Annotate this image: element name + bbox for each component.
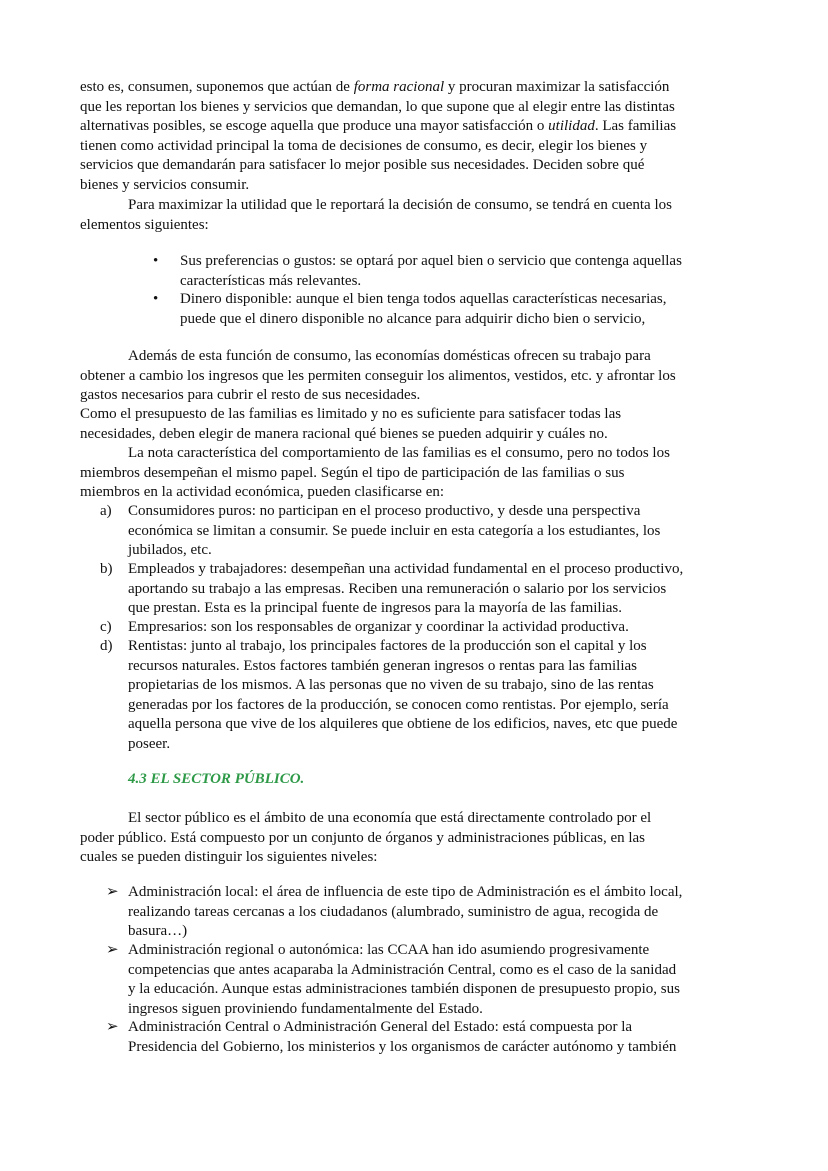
- text-line: [128, 657, 677, 677]
- text-run: características más relevantes.: [180, 272, 362, 289]
- text-run: competencias que antes acaparaba la Administración Central, como es el caso de la sanidad: [128, 961, 677, 978]
- text-run: generadas por los factores de la producción, se conocen como rentistas. Por ejemplo, sería: [128, 696, 669, 713]
- text-line: [128, 735, 677, 755]
- arrow-bullet-icon: ➢: [106, 1019, 119, 1035]
- text-line: [128, 883, 682, 903]
- text-run: cuales se pueden distinguir los siguientes niveles:: [80, 849, 378, 865]
- text-run: Sus preferencias o gustos: se optará por aquel bien o servicio que contenga aquellas: [180, 253, 682, 269]
- text-line: [128, 560, 683, 580]
- text-line: [80, 367, 676, 387]
- text-run: Presidencia del Gobierno, los ministerios y los organismos de carácter autónomo y también: [128, 1038, 677, 1055]
- text-line: [180, 272, 682, 292]
- paragraph-presupuesto: [80, 405, 621, 444]
- bullet-item: [153, 252, 682, 291]
- text-run: Como el presupuesto de las familias es limitado y no es suficiente para satisfacer todas las: [80, 406, 622, 422]
- bullet-icon: •: [153, 291, 159, 307]
- text-run: ingresos siguen proviniendo fundamentalmente del Estado.: [128, 1000, 483, 1017]
- text-run: El sector público es el ámbito de una economía que está directamente controlado por el: [128, 810, 652, 826]
- text-line: [80, 216, 672, 236]
- text-run: . Las familias: [594, 118, 677, 134]
- text-run: miembros en la actividad económica, pueden clasificarse en:: [80, 484, 445, 500]
- text-line: [80, 809, 651, 829]
- text-line: [128, 676, 677, 696]
- lettered-item: [100, 502, 661, 561]
- text-run: que les reportan los bienes y servicios que demandan, lo que supone que al elegir entre las distintas: [80, 98, 675, 115]
- arrow-bullet-icon: ➢: [106, 942, 119, 958]
- text-line: [80, 483, 670, 503]
- text-line: [180, 252, 682, 272]
- text-line: [80, 98, 676, 118]
- text-line: [128, 1000, 680, 1020]
- text-run: realizando tareas cercanas a los ciudadanos (alumbrado, suministro de agua, recogida de: [128, 903, 659, 920]
- text-line: [128, 922, 682, 942]
- list-marker: a): [100, 503, 112, 519]
- text-run: tienen como actividad principal la toma de decisiones de consumo, es decir, elegir los bienes y: [80, 137, 648, 154]
- text-line: [128, 903, 682, 923]
- emphasis-text: utilidad: [548, 118, 595, 134]
- text-run: elementos siguientes:: [80, 216, 209, 233]
- list-marker: b): [100, 561, 113, 577]
- text-run: Consumidores puros: no participan en el proceso productivo, y desde una perspectiva: [128, 503, 641, 519]
- text-run: obtener a cambio los ingresos que les permiten conseguir los alimentos, vestidos, etc. y afrontar los: [80, 367, 676, 384]
- text-run: jubilados, etc.: [128, 542, 212, 558]
- text-run: recursos naturales. Estos factores también generan ingresos o rentas para las familias: [128, 657, 637, 674]
- text-run: basura…): [128, 923, 188, 939]
- text-line: [128, 502, 660, 522]
- text-line: [128, 715, 677, 735]
- text-run: y la educación. Aunque estas administraciones también disponen de presupuesto propio, sus: [128, 981, 680, 997]
- paragraph-sector: [80, 809, 651, 868]
- text-line: [180, 290, 666, 310]
- text-run: poseer.: [128, 735, 171, 752]
- text-line: [128, 980, 680, 1000]
- text-run: puede que el dinero disponible no alcance para adquirir dicho bien o servicio,: [180, 310, 646, 327]
- text-run: necesidades, deben elegir de manera racional qué bienes se pueden adquirir y cuáles no.: [80, 425, 608, 442]
- text-line: [80, 464, 670, 484]
- text-run: Empresarios: son los responsables de organizar y coordinar la actividad productiva.: [128, 619, 629, 635]
- text-run: bienes y servicios consumir.: [80, 176, 250, 193]
- text-line: [128, 618, 629, 638]
- text-line: [128, 696, 677, 716]
- text-line: [80, 347, 676, 367]
- text-run: Para maximizar la utilidad que le reportará la decisión de consumo, se tendrá en cuenta los: [128, 197, 672, 213]
- text-line: [80, 196, 672, 216]
- text-line: [80, 78, 676, 98]
- text-run: miembros desempeñan el mismo papel. Según el tipo de participación de las familias o sus: [80, 464, 625, 481]
- text-run: esto es, consumen, suponemos que actúan de: [80, 79, 354, 95]
- text-run: propietarias de los mismos. A las personas que no viven de su trabajo, sino de las rentas: [128, 677, 654, 693]
- text-run: Además de esta función de consumo, las economías domésticas ofrecen su trabajo para: [128, 348, 651, 364]
- text-run: Administración local: el área de influencia de este tipo de Administración es el ámbito local,: [128, 884, 683, 900]
- text-run: Empleados y trabajadores: desempeñan una actividad fundamental en el proceso productivo,: [128, 561, 684, 577]
- lettered-item: [100, 637, 678, 754]
- text-line: [80, 848, 651, 868]
- paragraph-maximizar: [80, 196, 672, 235]
- paragraph-ademas: [80, 347, 676, 406]
- text-line: [128, 580, 683, 600]
- text-line: [180, 310, 666, 330]
- emphasis-text: forma racional: [353, 79, 445, 95]
- text-run: servicios que demandarán para satisfacer lo mejor posible sus necesidades. Deciden sobre qué: [80, 157, 645, 173]
- bullet-icon: •: [153, 253, 159, 269]
- arrow-item: [106, 883, 683, 942]
- text-run: gastos necesarios para cubrir el resto de sus necesidades.: [80, 387, 421, 403]
- list-marker: c): [100, 619, 112, 635]
- arrow-item: [106, 1018, 677, 1057]
- list-marker: d): [100, 638, 113, 654]
- text-run: aportando su trabajo a las empresas. Reciben una remuneración o salario por los servicios: [128, 580, 667, 597]
- text-run: Administración Central o Administración General del Estado: está compuesta por la: [128, 1019, 633, 1035]
- text-line: [80, 425, 621, 445]
- text-run: alternativas posibles, se escoge aquella que produce una mayor satisfacción o: [80, 118, 549, 134]
- arrow-bullet-icon: ➢: [106, 884, 119, 900]
- text-line: [80, 405, 621, 425]
- bullet-item: [153, 290, 667, 329]
- text-line: [128, 522, 660, 542]
- arrow-item: [106, 941, 680, 1019]
- text-line: [128, 941, 680, 961]
- text-line: [80, 829, 651, 849]
- text-run: aquella persona que vive de los alquileres que obtiene de los edificios, naves, etc que puede: [128, 716, 678, 732]
- text-run: poder público. Está compuesto por un conjunto de órganos y administraciones públicas, en las: [80, 829, 646, 846]
- text-line: [128, 961, 680, 981]
- text-run: Administración regional o autonómica: las CCAA han ido asumiendo progresivamente: [128, 942, 650, 958]
- text-line: [128, 599, 683, 619]
- section-heading: 4.3 EL SECTOR PÚBLICO.: [128, 771, 305, 787]
- text-line: [80, 137, 676, 157]
- text-line: [80, 117, 676, 137]
- text-line: [128, 541, 660, 561]
- text-run: Rentistas: junto al trabajo, los principales factores de la producción son el capital y los: [128, 638, 647, 654]
- lettered-item: [100, 560, 684, 619]
- text-line: [80, 386, 676, 406]
- text-run: y procuran maximizar la satisfacción: [444, 79, 670, 95]
- paragraph-intro: [80, 78, 676, 195]
- lettered-item: [100, 618, 629, 638]
- text-run: económica se limitan a consumir. Se puede incluir en esta categoría a los estudiantes, los: [128, 522, 661, 539]
- text-run: La nota característica del comportamiento de las familias es el consumo, pero no todos los: [128, 445, 670, 461]
- text-line: [128, 1038, 676, 1058]
- text-line: [80, 156, 676, 176]
- text-line: [80, 444, 670, 464]
- text-line: [128, 637, 677, 657]
- text-run: que prestan. Esta es la principal fuente de ingresos para la mayoría de las familias.: [128, 600, 622, 616]
- paragraph-nota: [80, 444, 670, 503]
- text-line: [80, 176, 676, 196]
- text-line: [128, 1018, 676, 1038]
- text-run: Dinero disponible: aunque el bien tenga todos aquellas características necesarias,: [180, 291, 667, 307]
